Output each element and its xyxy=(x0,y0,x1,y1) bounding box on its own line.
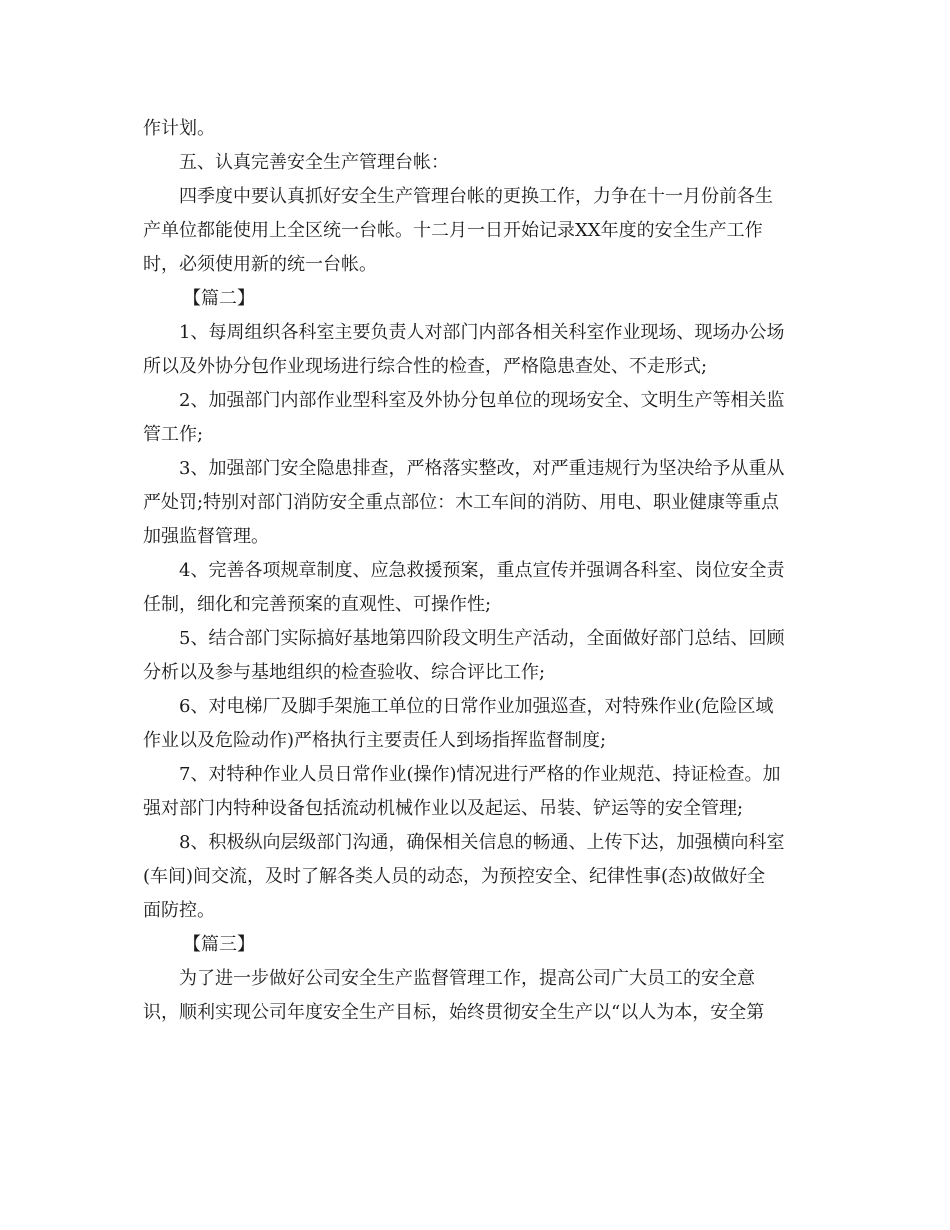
text-line: 任制，细化和完善预案的直观性、可操作性; xyxy=(143,594,492,615)
item-5 xyxy=(143,622,813,690)
item-1 xyxy=(143,316,813,384)
text-line: 作业以及危险动作)严格执行主要责任人到场指挥监督制度; xyxy=(143,730,607,751)
text-line: 加强监督管理。 xyxy=(143,526,269,547)
item-4 xyxy=(143,554,813,622)
text-line: 1、每周组织各科室主要负责人对部门内部各相关科室作业现场、现场办公场 xyxy=(179,322,785,343)
text-line: 作计划。 xyxy=(143,118,215,139)
part-heading-2 xyxy=(143,282,813,316)
text-line: 5、结合部门实际搞好基地第四阶段文明生产活动，全面做好部门总结、回顾 xyxy=(179,628,785,649)
document-body xyxy=(143,112,813,1030)
text-line: 为了进一步做好公司安全生产监督管理工作，提高公司广大员工的安全意 xyxy=(179,968,755,989)
text-line: (车间)间交流，及时了解各类人员的动态，为预控安全、纪律性事(态)故做好全 xyxy=(143,866,766,887)
text-line: 时，必须使用新的统一台帐。 xyxy=(143,254,377,275)
text-line: 8、积极纵向层级部门沟通，确保相关信息的畅通、上传下达，加强横向科室 xyxy=(179,832,785,853)
text-line: 分析以及参与基地组织的检查验收、综合评比工作; xyxy=(143,662,546,683)
text-line: 6、对电梯厂及脚手架施工单位的日常作业加强巡查，对特殊作业(危险区域 xyxy=(179,696,774,717)
paragraph-intro-3 xyxy=(143,962,813,1030)
text-line: 2、加强部门内部作业型科室及外协分包单位的现场安全、文明生产等相关监 xyxy=(179,390,785,411)
text-line: 管工作; xyxy=(143,424,204,445)
text-line: 五、认真完善安全生产管理台帐： xyxy=(179,152,449,173)
text-line: 面防控。 xyxy=(143,900,215,921)
text-line: 产单位都能使用上全区统一台帐。十二月一日开始记录XX年度的安全生产工作 xyxy=(143,220,763,241)
text-line: 7、对特种作业人员日常作业(操作)情况进行严格的作业规范、持证检查。加 xyxy=(179,764,781,785)
text-line: 严处罚;特别对部门消防安全重点部位：木工车间的消防、用电、职业健康等重点 xyxy=(143,492,780,513)
part-heading-3 xyxy=(143,928,813,962)
text-line: 4、完善各项规章制度、应急救援预案，重点宣传并强调各科室、岗位安全责 xyxy=(179,560,785,581)
text-line: 【篇二】 xyxy=(183,288,255,309)
item-2 xyxy=(143,384,813,452)
text-line: 识，顺利实现公司年度安全生产目标，始终贯彻安全生产以“以人为本，安全第 xyxy=(143,1002,765,1023)
section-heading-5 xyxy=(143,146,813,180)
paragraph-ledger xyxy=(143,180,813,282)
paragraph-continuation xyxy=(143,112,813,146)
text-line: 四季度中要认真抓好安全生产管理台帐的更换工作，力争在十一月份前各生 xyxy=(179,186,773,207)
text-line: 所以及外协分包作业现场进行综合性的检查，严格隐患查处、不走形式; xyxy=(143,356,708,377)
item-3 xyxy=(143,452,813,554)
item-6 xyxy=(143,690,813,758)
text-line: 3、加强部门安全隐患排查，严格落实整改，对严重违规行为坚决给予从重从 xyxy=(179,458,785,479)
item-7 xyxy=(143,758,813,826)
text-line: 强对部门内特种设备包括流动机械作业以及起运、吊装、铲运等的安全管理; xyxy=(143,798,744,819)
item-8 xyxy=(143,826,813,928)
text-line: 【篇三】 xyxy=(183,934,255,955)
